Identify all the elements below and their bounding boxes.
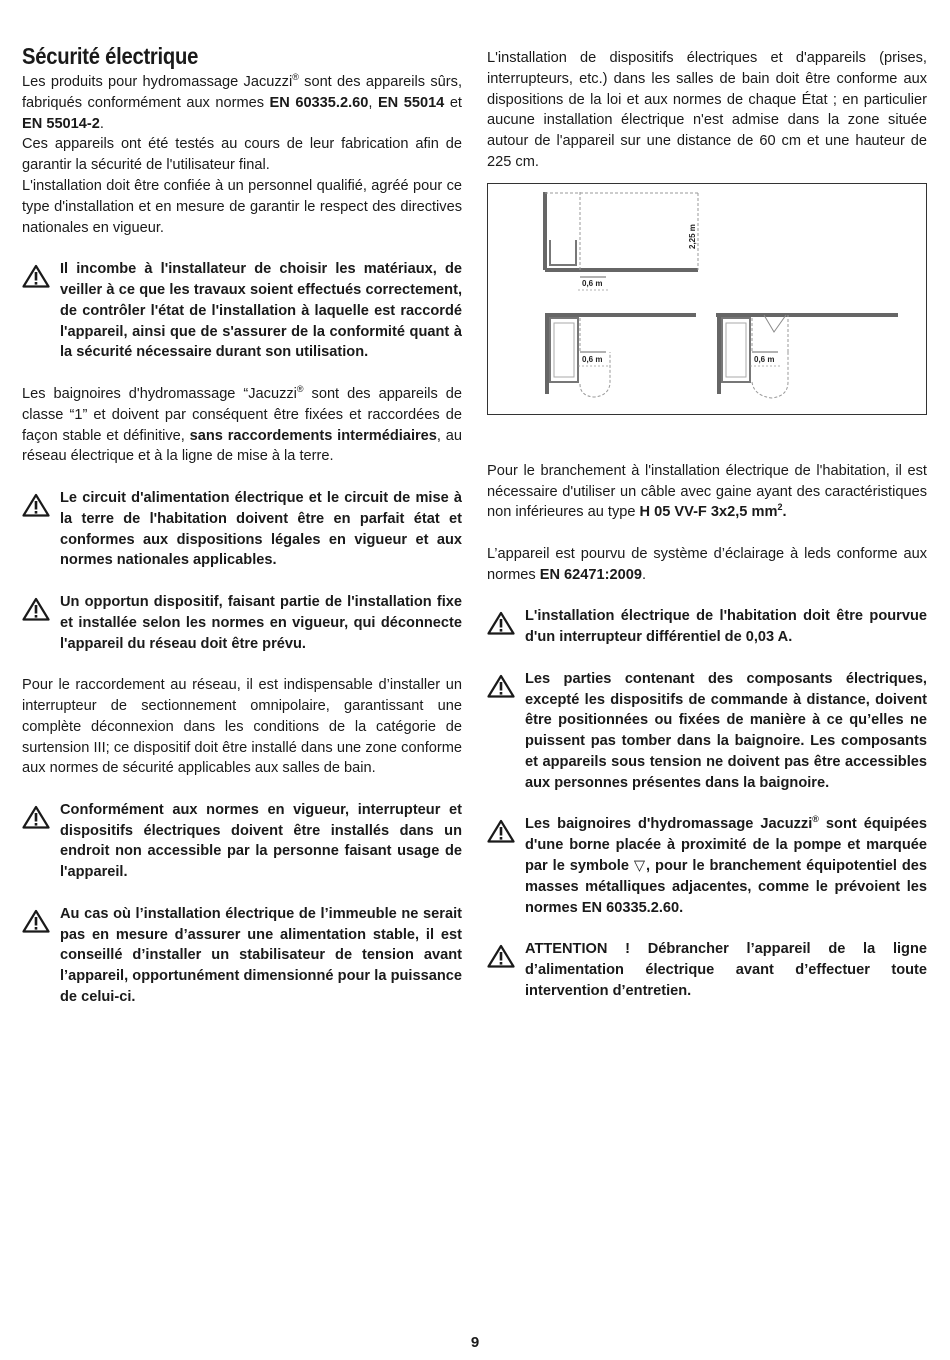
- page-title: Sécurité électrique: [22, 43, 199, 69]
- intro-paragraph: Les produits pour hydromassage Jacuzzi® sont des appareils sûrs, fabriqués conformément aux normes EN 60335.2.60, EN 55014 et EN 55014-2.: [22, 72, 462, 132]
- dist-dim-label-3: 0,6 m: [754, 354, 775, 364]
- warning-electrical-parts: Les parties contenant des composants électriques, excepté les dispositifs de commande à distance, doivent être positionnées ou fixées de manière à ce qu’elles ne puissent pas tomber dans la baignoire. Les composants et appareils sous tension ne doivent pas être accessibles aux personnes présentes dans la baignoire.: [487, 669, 927, 794]
- page-number: 9: [470, 1334, 480, 1351]
- corner-outlet-plan-2: [764, 315, 786, 332]
- right-column: [487, 48, 927, 1002]
- warning-triangle-icon: [487, 944, 515, 968]
- warning-triangle-icon: [487, 611, 515, 635]
- warning-disconnect-before-maintenance: ATTENTION ! Débrancher l’appareil de la ligne d’alimentation électrique avant d’effectuer toute intervention d’entretien.: [487, 939, 927, 1001]
- bathtub-elevation: [550, 240, 576, 265]
- installation-paragraph: L'installation doit être confiée à un personnel qualifié, agréé pour ce type d'installation et en mesure de garantir le respect des directives nationales en vigueur.: [22, 177, 462, 236]
- warning-triangle-icon: [22, 805, 50, 829]
- warning-triangle-icon: [487, 674, 515, 698]
- warning-switch-location: Conformément aux normes en vigueur, interrupteur et dispositifs électriques doivent être installés dans un endroit non accessible par la personne faisant usage de l'appareil.: [22, 800, 462, 883]
- warning-triangle-icon: [487, 819, 515, 843]
- warning-differential-switch: L'installation électrique de l'habitation doit être pourvue d'un interrupteur différentiel de 0,03 A.: [487, 606, 927, 648]
- equipotential-symbol-icon: ▽: [633, 857, 647, 874]
- dist-dim-label-2: 0,6 m: [582, 354, 603, 364]
- warning-triangle-icon: [22, 493, 50, 517]
- warning-disconnect-device: Un opportun dispositif, faisant partie de l'installation fixe et installée selon les normes en vigueur, qui déconnecte l'appareil du réseau doit être prévu.: [22, 592, 462, 654]
- cable-paragraph: Pour le branchement à l'installation électrique de l'habitation, il est nécessaire d'utiliser un câble avec gaine ayant des caractéristiques non inférieures au type H 05 VV-F 3x2,5 $mm^2$.: [487, 462, 927, 521]
- class1-paragraph: Les baignoires d'hydromassage “Jacuzzi® sont des appareils de classe “1” et doivent par conséquent être fixées et raccordées de façon stable et définitive, sans raccordements intermédiaires, au réseau électrique et à la ligne de mise à la terre.: [22, 384, 463, 465]
- led-paragraph: L’appareil est pourvu de système d’éclairage à leds conforme aux normes EN 62471:2009.: [487, 545, 927, 583]
- warning-triangle-icon: [22, 909, 50, 933]
- dist-dim-label-1: 0,6 m: [582, 278, 603, 288]
- testing-paragraph: Ces appareils ont été testés au cours de leur fabrication afin de garantir la sécurité de l'utilisateur final.: [22, 136, 462, 174]
- left-column: [22, 42, 462, 1008]
- warning-equipotential: Les baignoires d'hydromassage Jacuzzi® sont équipées d'une borne placée à proximité de la pompe et marquée par le symbole ▽, pour le branchement équipotentiel des masses métalliques adjacentes, comme le prévoient les normes EN 60335.2.60.: [487, 814, 927, 918]
- warning-voltage-stabilizer: Au cas où l’installation électrique de l’immeuble ne serait pas en mesure d’assurer une alimentation stable, il est conseillé d’installer un stabilisateur de tension avant l’appareil, opportunément dimensionné pour la puissance de celui-ci.: [22, 904, 462, 1008]
- safety-zone-drawing: [488, 184, 925, 413]
- warning-triangle-icon: [22, 597, 50, 621]
- height-dim-label: 2,25 m: [688, 223, 697, 249]
- safety-zone-diagram: [487, 183, 927, 415]
- network-connection-paragraph: Pour le raccordement au réseau, il est indispensable d’installer un interrupteur de sectionnement omnipolaire, garantissant une complète déconnexion dans les conditions de la catégorie de surtension III; ce dispositif doit être installé dans une zone conforme aux normes de sécurité applicables aux salles de bain.: [22, 677, 462, 777]
- warning-circuit: Le circuit d'alimentation électrique et le circuit de mise à la terre de l'habitation doivent être en parfait état et conformes aux dispositions légales en vigueur et aux normes nationales applicables.: [22, 488, 462, 571]
- warning-triangle-icon: [22, 264, 50, 288]
- warning-installer: Il incombe à l'installateur de choisir les matériaux, de veiller à ce que les travaux soient effectués correctement, de contrôler l'état de l'installation à laquelle est raccordé l'appareil, ainsi que de s'assurer de la conformité quant à la sécurité nécessaire durant son utilisation.: [22, 259, 462, 363]
- bathroom-installation-paragraph: L'installation de dispositifs électriques et d'appareils (prises, interrupteurs, etc.) dans les salles de bain doit être conforme aux dispositions de la loi et aux normes de chaque État ; en particulier aucune installation électrique n'est admise dans la zone située autour de l'appareil sur une distance de 60 cm et une hauteur de 225 cm.: [487, 50, 927, 170]
